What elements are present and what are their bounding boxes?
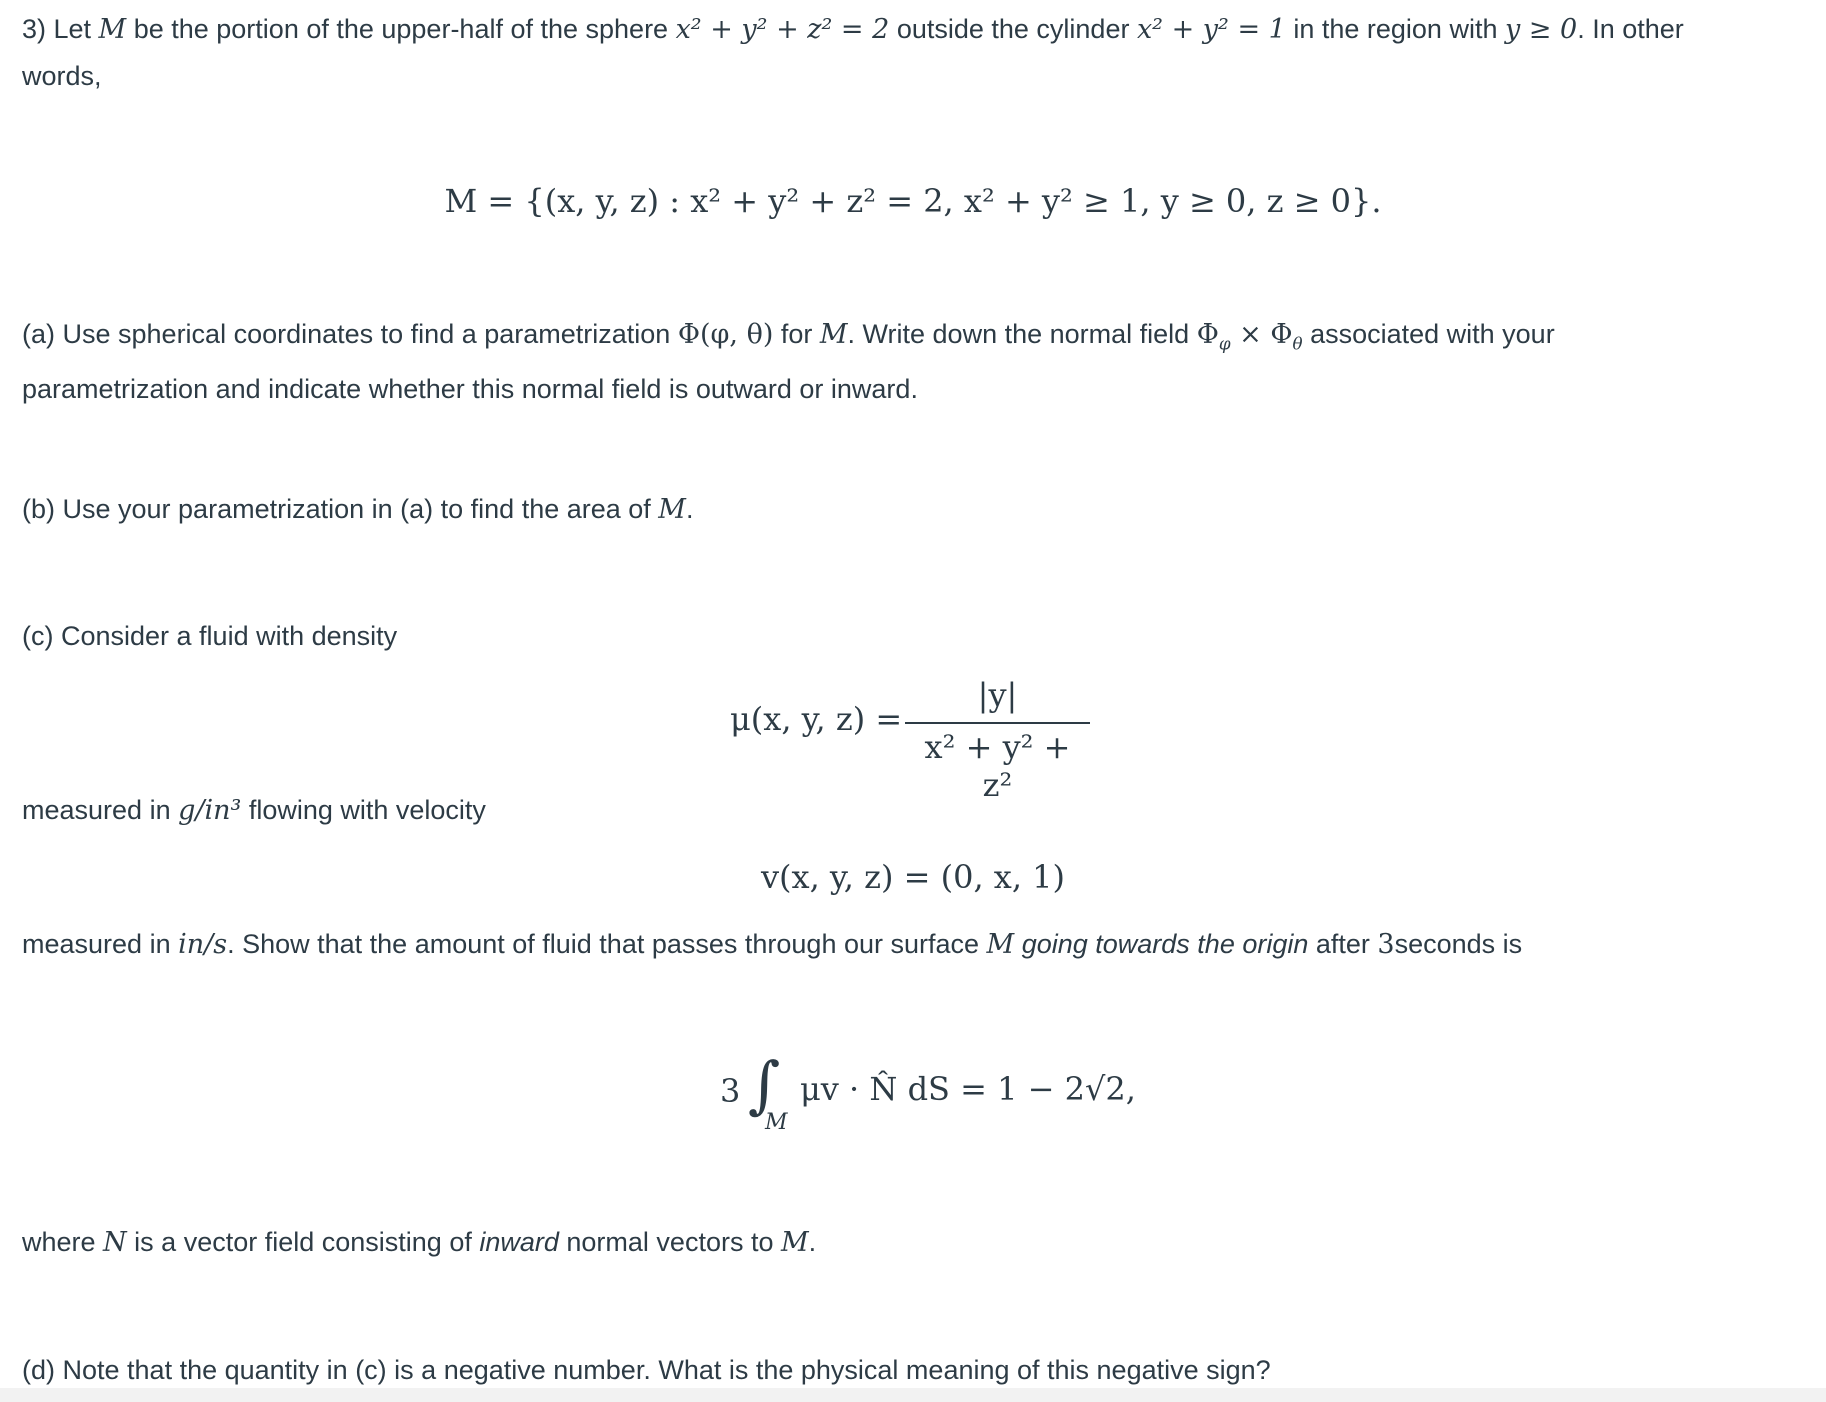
- part-d: [22, 1347, 1806, 1393]
- bottom-band: [0, 1388, 1826, 1402]
- part-a-text: (a) Use spherical coordinates to find a parametrization: [22, 319, 678, 349]
- part-c-text: . Show that the amount of fluid that passes through our surface: [227, 929, 987, 959]
- intro-text: words,: [22, 61, 102, 91]
- density-denominator: x² + y² + z²: [924, 728, 1071, 804]
- part-c-text: is a vector field consisting of: [126, 1227, 480, 1257]
- integral-subscript: M: [765, 1110, 788, 1135]
- density-lhs: μ(x, y, z) =: [730, 700, 903, 738]
- part-a: [22, 311, 1806, 412]
- seconds-number: 3: [1377, 929, 1395, 960]
- math-M: M: [986, 929, 1015, 960]
- part-c-text: after: [1308, 929, 1378, 959]
- intro-text: be the portion of the upper-half of the sphere: [126, 14, 676, 44]
- part-a-text: parametrization and indicate whether this normal field is outward or inward.: [22, 374, 918, 405]
- normal-field-expression: $\Phi_\varphi \times \Phi_\theta$: [1196, 319, 1303, 354]
- part-c-text: .: [808, 1227, 817, 1257]
- part-a-text: . Write down the normal field: [847, 319, 1197, 349]
- math-M: M: [780, 1227, 809, 1258]
- integral-sign: ∫: [748, 1048, 781, 1121]
- parametrization-symbol: Φ(φ, θ): [677, 319, 774, 350]
- part-c-text: where: [22, 1227, 104, 1257]
- intro-text: outside the cylinder: [889, 14, 1137, 44]
- integral-coefficient: 3: [720, 1072, 741, 1110]
- part-a-text: for: [773, 319, 820, 349]
- math-N: N: [103, 1227, 127, 1258]
- fraction-bar: [905, 722, 1090, 724]
- part-c-measured-2: [22, 921, 1806, 968]
- density-unit: g/in³: [178, 795, 242, 826]
- math-M: M: [819, 319, 848, 350]
- math-M: M: [658, 494, 686, 525]
- problem-intro: [22, 6, 1806, 99]
- velocity-unit: in/s: [178, 929, 228, 960]
- intro-text: 3) Let: [22, 14, 99, 44]
- part-b: [22, 486, 1806, 533]
- region-inequality: y ≥ 0: [1504, 14, 1578, 45]
- set-definition: M = {(x, y, z) : x² + y² + z² = 2, x² + y² ≥ 1, y ≥ 0, z ≥ 0}.: [444, 182, 1382, 220]
- italic-phrase: going towards the origin: [1014, 929, 1309, 959]
- part-c-measured-1: [22, 787, 1806, 834]
- math-M: M: [98, 14, 127, 45]
- part-d-text: (d) Note that the quantity in (c) is a negative number. What is the physical meaning of this negative sign?: [22, 1355, 1271, 1385]
- sphere-equation: x² + y² + z² = 2: [675, 14, 890, 45]
- part-c-text: (c) Consider a fluid with density: [22, 621, 398, 651]
- part-c-text: normal vectors to: [558, 1227, 781, 1257]
- part-a-text: associated with your: [1302, 319, 1555, 349]
- intro-text: in the region with: [1285, 14, 1505, 44]
- part-c-text: measured in: [22, 795, 179, 825]
- part-c-intro: [22, 613, 1806, 659]
- part-c-text: flowing with velocity: [241, 795, 486, 825]
- part-b-text: .: [685, 494, 694, 524]
- intro-text: . In other: [1577, 14, 1684, 44]
- cylinder-equation: x² + y² = 1: [1136, 14, 1286, 45]
- part-c-where: [22, 1219, 1806, 1266]
- density-numerator: |y|: [977, 676, 1018, 714]
- part-b-text: (b) Use your parametrization in (a) to find the area of: [22, 494, 659, 524]
- integral-expression: μv · N̂ dS = 1 − 2√2,: [800, 1070, 1136, 1108]
- part-c-text: seconds is: [1394, 929, 1523, 959]
- part-c-text: measured in: [22, 929, 179, 959]
- italic-inward: inward: [479, 1227, 559, 1257]
- velocity-field: v(x, y, z) = (0, x, 1): [760, 858, 1066, 896]
